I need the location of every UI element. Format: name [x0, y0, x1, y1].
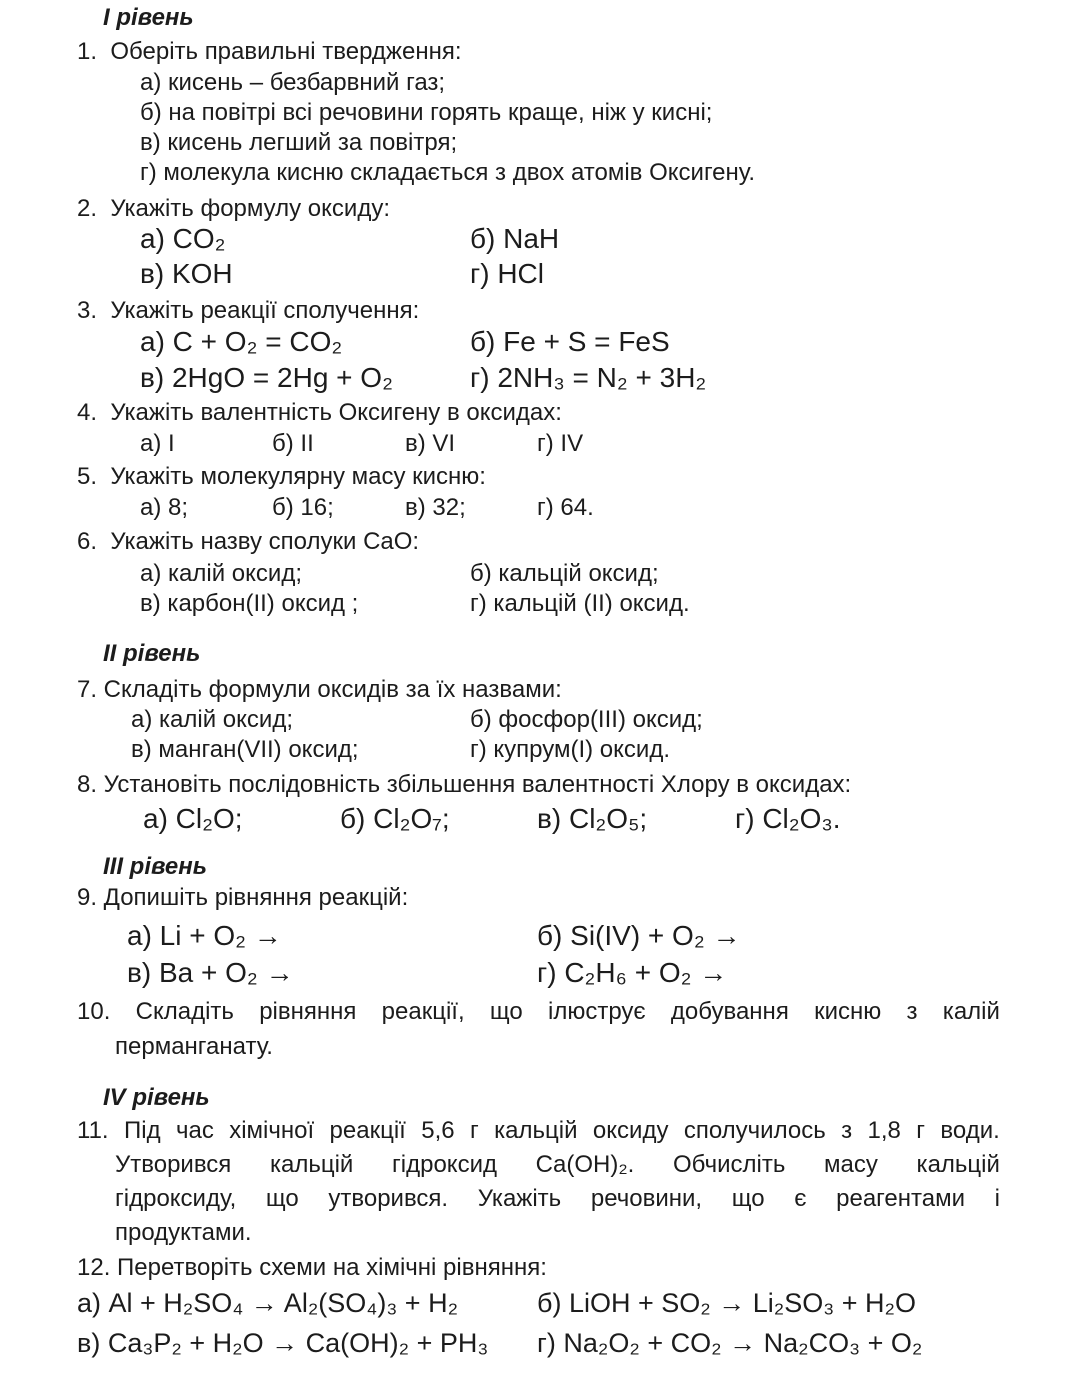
question-11-line-2 — [115, 1151, 1000, 1179]
q11-word: з — [841, 1117, 853, 1144]
q11-word: Укажіть — [477, 1185, 562, 1212]
q11-word: хімічної — [229, 1117, 315, 1144]
q11-word: і — [994, 1185, 1000, 1212]
q10-word: Складіть — [135, 998, 234, 1025]
q7-option-b: б) фосфор(ІІІ) оксид; — [470, 706, 703, 733]
q11-word: г — [470, 1117, 479, 1144]
q10-word: що — [489, 998, 523, 1025]
q9-option-c: в) Ba + O₂ → — [127, 957, 294, 988]
q11-word: кальцій — [269, 1151, 354, 1178]
question-1: 1. Оберіть правильні твердження: — [77, 38, 462, 65]
question-10-line-1 — [77, 998, 1000, 1026]
question-3: 3. Укажіть реакції сполучення: — [77, 297, 420, 324]
q1-option-a: а) кисень – безбарвний газ; — [140, 69, 446, 96]
q4-option-b: б) ІІ — [272, 430, 314, 457]
question-5: 5. Укажіть молекулярну масу кисню: — [77, 463, 486, 490]
q12-option-a: а) Al + H₂SO₄ → Al₂(SO₄)₃ + H₂ — [77, 1288, 459, 1318]
q8-option-b: б) Cl₂O₇; — [340, 803, 450, 834]
q11-word: Ca(OH)₂. — [535, 1151, 635, 1178]
q6-option-c: в) карбон(ІІ) оксид ; — [140, 590, 359, 617]
q11-word: Під — [123, 1117, 161, 1144]
q4-option-c: в) VІ — [405, 430, 456, 457]
question-6: 6. Укажіть назву сполуки CaO: — [77, 528, 420, 555]
q11-word: 5,6 — [421, 1117, 455, 1144]
question-11-line-3 — [115, 1185, 1000, 1213]
q12-option-d: г) Na₂O₂ + CO₂ → Na₂CO₃ + O₂ — [537, 1328, 923, 1358]
q8-option-c: в) Cl₂O₅; — [537, 803, 648, 834]
q5-option-d: г) 64. — [537, 494, 594, 521]
q11-word: г — [916, 1117, 926, 1144]
question-8: 8. Установіть послідовність збільшення валентності Хлору в оксидах: — [77, 771, 852, 798]
q3-option-c: в) 2HgO = 2Hg + O₂ — [140, 362, 393, 393]
q4-option-a: а) І — [140, 430, 175, 457]
question-4: 4. Укажіть валентність Оксигену в оксидах: — [77, 399, 562, 426]
q9-option-d: г) C₂H₆ + O₂ → — [537, 957, 728, 988]
level-2-heading: ІІ рівень — [103, 640, 201, 667]
q11-word: кальцій — [494, 1117, 578, 1144]
question-12: 12. Перетворіть схеми на хімічні рівняння: — [77, 1254, 547, 1281]
q6-option-a: а) калій оксид; — [140, 560, 302, 587]
q11-word: час — [175, 1117, 214, 1144]
q3-option-d: г) 2NH₃ = N₂ + 3H₂ — [470, 362, 707, 393]
q6-option-d: г) кальцій (ІІ) оксид. — [470, 590, 690, 617]
level-3-heading: ІІІ рівень — [103, 853, 207, 880]
q5-option-c: в) 32; — [405, 494, 466, 521]
q7-option-a: а) калій оксид; — [131, 706, 293, 733]
q1-option-b: б) на повітрі всі речовини горять краще, ніж у кисні; — [140, 99, 713, 126]
q7-option-c: в) манган(VІІ) оксид; — [131, 736, 359, 763]
q6-option-b: б) кальцій оксид; — [470, 560, 659, 587]
q1-option-d: г) молекула кисню складається з двох атомів Оксигену. — [140, 159, 756, 186]
q11-word: гідроксид — [392, 1151, 497, 1178]
q11-word: кальцій — [916, 1151, 1000, 1178]
q11-word: речовини, — [590, 1185, 703, 1212]
q11-word: 1,8 — [867, 1117, 901, 1144]
q11-word: гідроксиду, — [115, 1185, 237, 1212]
q5-option-a: а) 8; — [140, 494, 189, 521]
q11-word: утворився. — [328, 1185, 449, 1212]
q11-word: сполучилось — [683, 1117, 826, 1144]
q10-word: кисню — [814, 998, 882, 1025]
q3-option-b: б) Fe + S = FeS — [470, 326, 670, 357]
q11-word: реакції — [329, 1117, 406, 1144]
question-11-line-1 — [77, 1117, 1000, 1145]
level-4-heading: ІV рівень — [103, 1084, 210, 1111]
q5-option-b: б) 16; — [272, 494, 334, 521]
q10-word: ілюструє — [547, 998, 646, 1025]
q10-word: з — [906, 998, 918, 1025]
q8-option-a: а) Cl₂O; — [143, 803, 243, 834]
q10-word: добування — [670, 998, 789, 1025]
q10-word: рівняння — [259, 998, 357, 1025]
question-10-line-2: перманганату. — [115, 1033, 273, 1060]
q11-word: оксиду — [592, 1117, 669, 1144]
q11-word: реагентами — [836, 1185, 965, 1212]
q2-option-d: г) HCl — [470, 258, 544, 289]
q1-option-c: в) кисень легший за повітря; — [140, 129, 458, 156]
q10-word: 10. — [77, 998, 111, 1025]
q12-option-b: б) LiOH + SO₂ → Li₂SO₃ + H₂O — [537, 1288, 916, 1318]
q2-option-a: а) CO₂ — [140, 223, 226, 254]
q11-word: що — [265, 1185, 299, 1212]
q8-option-d: г) Cl₂O₃. — [735, 803, 841, 834]
q2-option-b: б) NaH — [470, 223, 560, 254]
q12-option-c: в) Ca₃P₂ + H₂O → Ca(OH)₂ + PH₃ — [77, 1328, 489, 1358]
question-2: 2. Укажіть формулу оксиду: — [77, 195, 390, 222]
q11-word: масу — [824, 1151, 878, 1178]
q11-word: є — [794, 1185, 807, 1212]
question-7: 7. Складіть формули оксидів за їх назвами: — [77, 676, 562, 703]
q10-word: реакції, — [381, 998, 465, 1025]
q11-word: Обчисліть — [672, 1151, 786, 1178]
q7-option-d: г) купрум(І) оксид. — [470, 736, 671, 763]
q11-word: Утворився — [115, 1151, 232, 1178]
q4-option-d: г) ІV — [537, 430, 584, 457]
question-11-line-4: продуктами. — [115, 1219, 252, 1246]
q9-option-a: а) Li + O₂ → — [127, 920, 282, 951]
question-9: 9. Допишіть рівняння реакцій: — [77, 884, 409, 911]
level-1-heading: І рівень — [103, 4, 194, 31]
q2-option-c: в) KOH — [140, 258, 233, 289]
q11-word: води. — [940, 1117, 1000, 1144]
q10-word: калій — [942, 998, 1000, 1025]
q11-word: 11. — [77, 1117, 109, 1144]
q11-word: що — [731, 1185, 765, 1212]
q3-option-a: а) C + O₂ = CO₂ — [140, 326, 343, 357]
q9-option-b: б) Si(IV) + O₂ → — [537, 920, 741, 951]
